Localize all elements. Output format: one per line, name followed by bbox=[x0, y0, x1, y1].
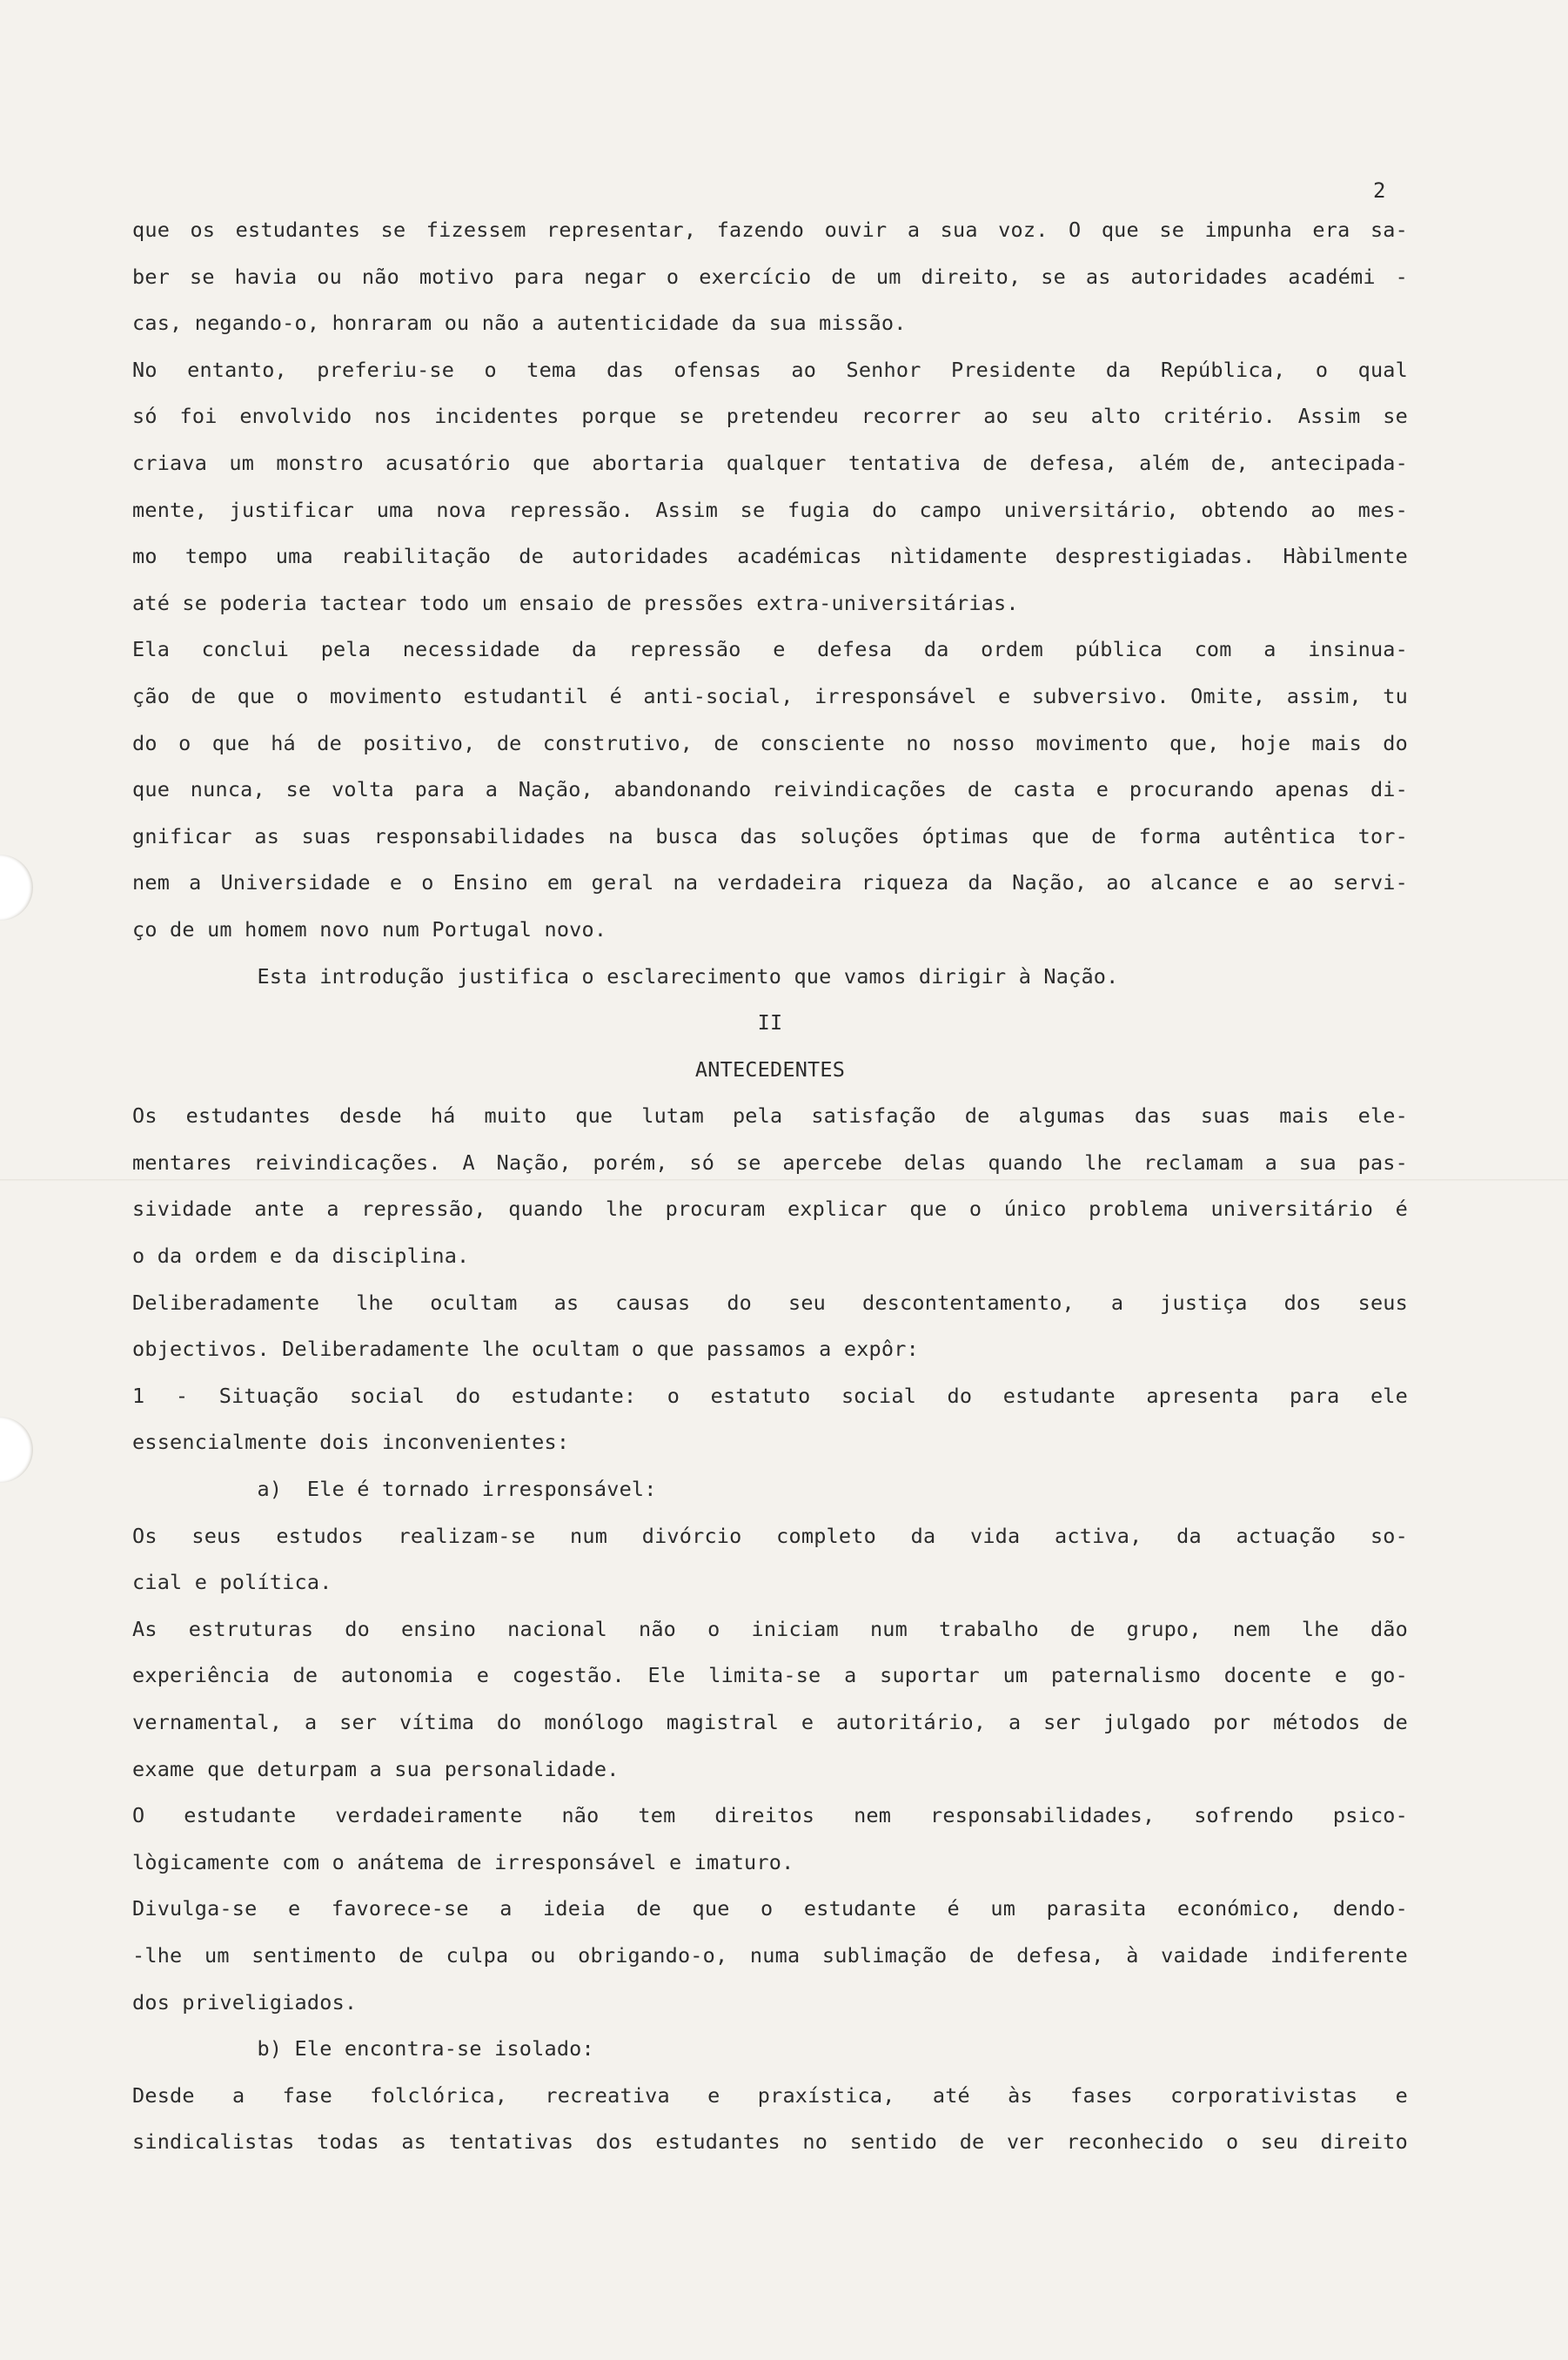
text-line: exame que deturpam a sua personalidade. bbox=[132, 1756, 620, 1781]
text-line: até se poderia tactear todo um ensaio de pressões extra-universitárias. bbox=[132, 590, 1019, 615]
text-line: -lhe um sentimento de culpa ou obrigando-o, numa sublimação de defesa, à vaidade indiferente bbox=[132, 1942, 1408, 1968]
text-line: do o que há de positivo, de construtivo, de consciente no nosso movimento que, hoje mais do bbox=[132, 730, 1408, 755]
body-text bbox=[132, 207, 1408, 2166]
text-line: criava um monstro acusatório que abortaria qualquer tentativa de defesa, além de, antecipada- bbox=[132, 450, 1408, 475]
punch-hole-top bbox=[0, 855, 33, 921]
text-line: b) Ele encontra-se isolado: bbox=[132, 2036, 594, 2062]
text-line: a) Ele é tornado irresponsável: bbox=[132, 1477, 657, 1502]
text-line: só foi envolvido nos incidentes porque se pretendeu recorrer ao seu alto critério. Assim se bbox=[132, 404, 1408, 429]
text-line: que os estudantes se fizessem representar, fazendo ouvir a sua voz. O que se impunha era sa- bbox=[132, 218, 1408, 242]
text-line: Divulga-se e favorece-se a ideia de que o estudante é um parasita económico, dendo- bbox=[132, 1896, 1408, 1921]
text-line: o da ordem e da disciplina. bbox=[132, 1244, 470, 1269]
section-heading: ANTECEDENTES bbox=[694, 1056, 846, 1082]
text-line: ço de um homem novo num Portugal novo. bbox=[132, 916, 607, 942]
text-line: experiência de autonomia e cogestão. Ele limita-se a suportar um paternalismo docente e go- bbox=[132, 1663, 1408, 1688]
text-line: sindicalistas todas as tentativas dos estudantes no sentido de ver reconhecido o seu direito bbox=[132, 2129, 1408, 2155]
text-line: mentares reivindicações. A Nação, porém, só se apercebe delas quando lhe reclamam a sua pas- bbox=[132, 1150, 1408, 1175]
page-number: 2 bbox=[1373, 178, 1386, 203]
text-line: Esta introdução justifica o esclarecimento que vamos dirigir à Nação. bbox=[132, 963, 1119, 989]
text-line: que nunca, se volta para a Nação, abandonando reivindicações de casta e procurando apenas di- bbox=[132, 777, 1408, 802]
text-line: Os estudantes desde há muito que lutam pela satisfação de algumas das suas mais ele- bbox=[132, 1103, 1408, 1129]
text-line: cas, negando-o, honraram ou não a autenticidade da sua missão. bbox=[132, 311, 907, 336]
text-line: ção de que o movimento estudantil é anti-social, irresponsável e subversivo. Omite, assim, tu bbox=[132, 683, 1408, 708]
text-line: Ela conclui pela necessidade da repressão e defesa da ordem pública com a insinua- bbox=[132, 637, 1408, 662]
text-line: As estruturas do ensino nacional não o iniciam num trabalho de grupo, nem lhe dão bbox=[132, 1616, 1408, 1641]
text-line: essencialmente dois inconvenientes: bbox=[132, 1430, 570, 1455]
text-line: Deliberadamente lhe ocultam as causas do seu descontentamento, a justiça dos seus bbox=[132, 1290, 1408, 1315]
text-line: dos priveligiados. bbox=[132, 1989, 358, 2015]
text-line: Desde a fase folclórica, recreativa e praxística, até às fases corporativistas e bbox=[132, 2082, 1408, 2108]
text-line: objectivos. Deliberadamente lhe ocultam o que passamos a expôr: bbox=[132, 1337, 919, 1362]
text-line: lògicamente com o anátema de irresponsável e imaturo. bbox=[132, 1849, 794, 1874]
text-line: sividade ante a repressão, quando lhe procuram explicar que o único problema universitário é bbox=[132, 1197, 1408, 1222]
text-line: ber se havia ou não motivo para negar o exercício de um direito, se as autoridades académi - bbox=[132, 264, 1408, 289]
text-line: O estudante verdadeiramente não tem direitos nem responsabilidades, sofrendo psico- bbox=[132, 1803, 1408, 1828]
text-line: 1 - Situação social do estudante: o estatuto social do estudante apresenta para ele bbox=[132, 1383, 1408, 1408]
text-line: cial e política. bbox=[132, 1570, 332, 1595]
punch-hole-bottom bbox=[0, 1417, 33, 1483]
text-line: mo tempo uma reabilitação de autoridades académicas nìtidamente desprestigiadas. Hàbilmente bbox=[132, 544, 1408, 569]
text-line: mente, justificar uma nova repressão. Assim se fugia do campo universitário, obtendo ao mes- bbox=[132, 497, 1408, 522]
text-line: nem a Universidade e o Ensino em geral na verdadeira riqueza da Nação, ao alcance e ao servi- bbox=[132, 870, 1408, 895]
text-line: No entanto, preferiu-se o tema das ofensas ao Senhor Presidente da República, o qual bbox=[132, 357, 1408, 382]
text-line: gnificar as suas responsabilidades na busca das soluções óptimas que de forma autêntica tor- bbox=[132, 823, 1408, 848]
text-line: Os seus estudos realizam-se num divórcio completo da vida activa, da actuação so- bbox=[132, 1523, 1408, 1548]
section-number: II bbox=[757, 1010, 783, 1036]
text-line: vernamental, a ser vítima do monólogo magistral e autoritário, a ser julgado por métodos de bbox=[132, 1710, 1408, 1734]
